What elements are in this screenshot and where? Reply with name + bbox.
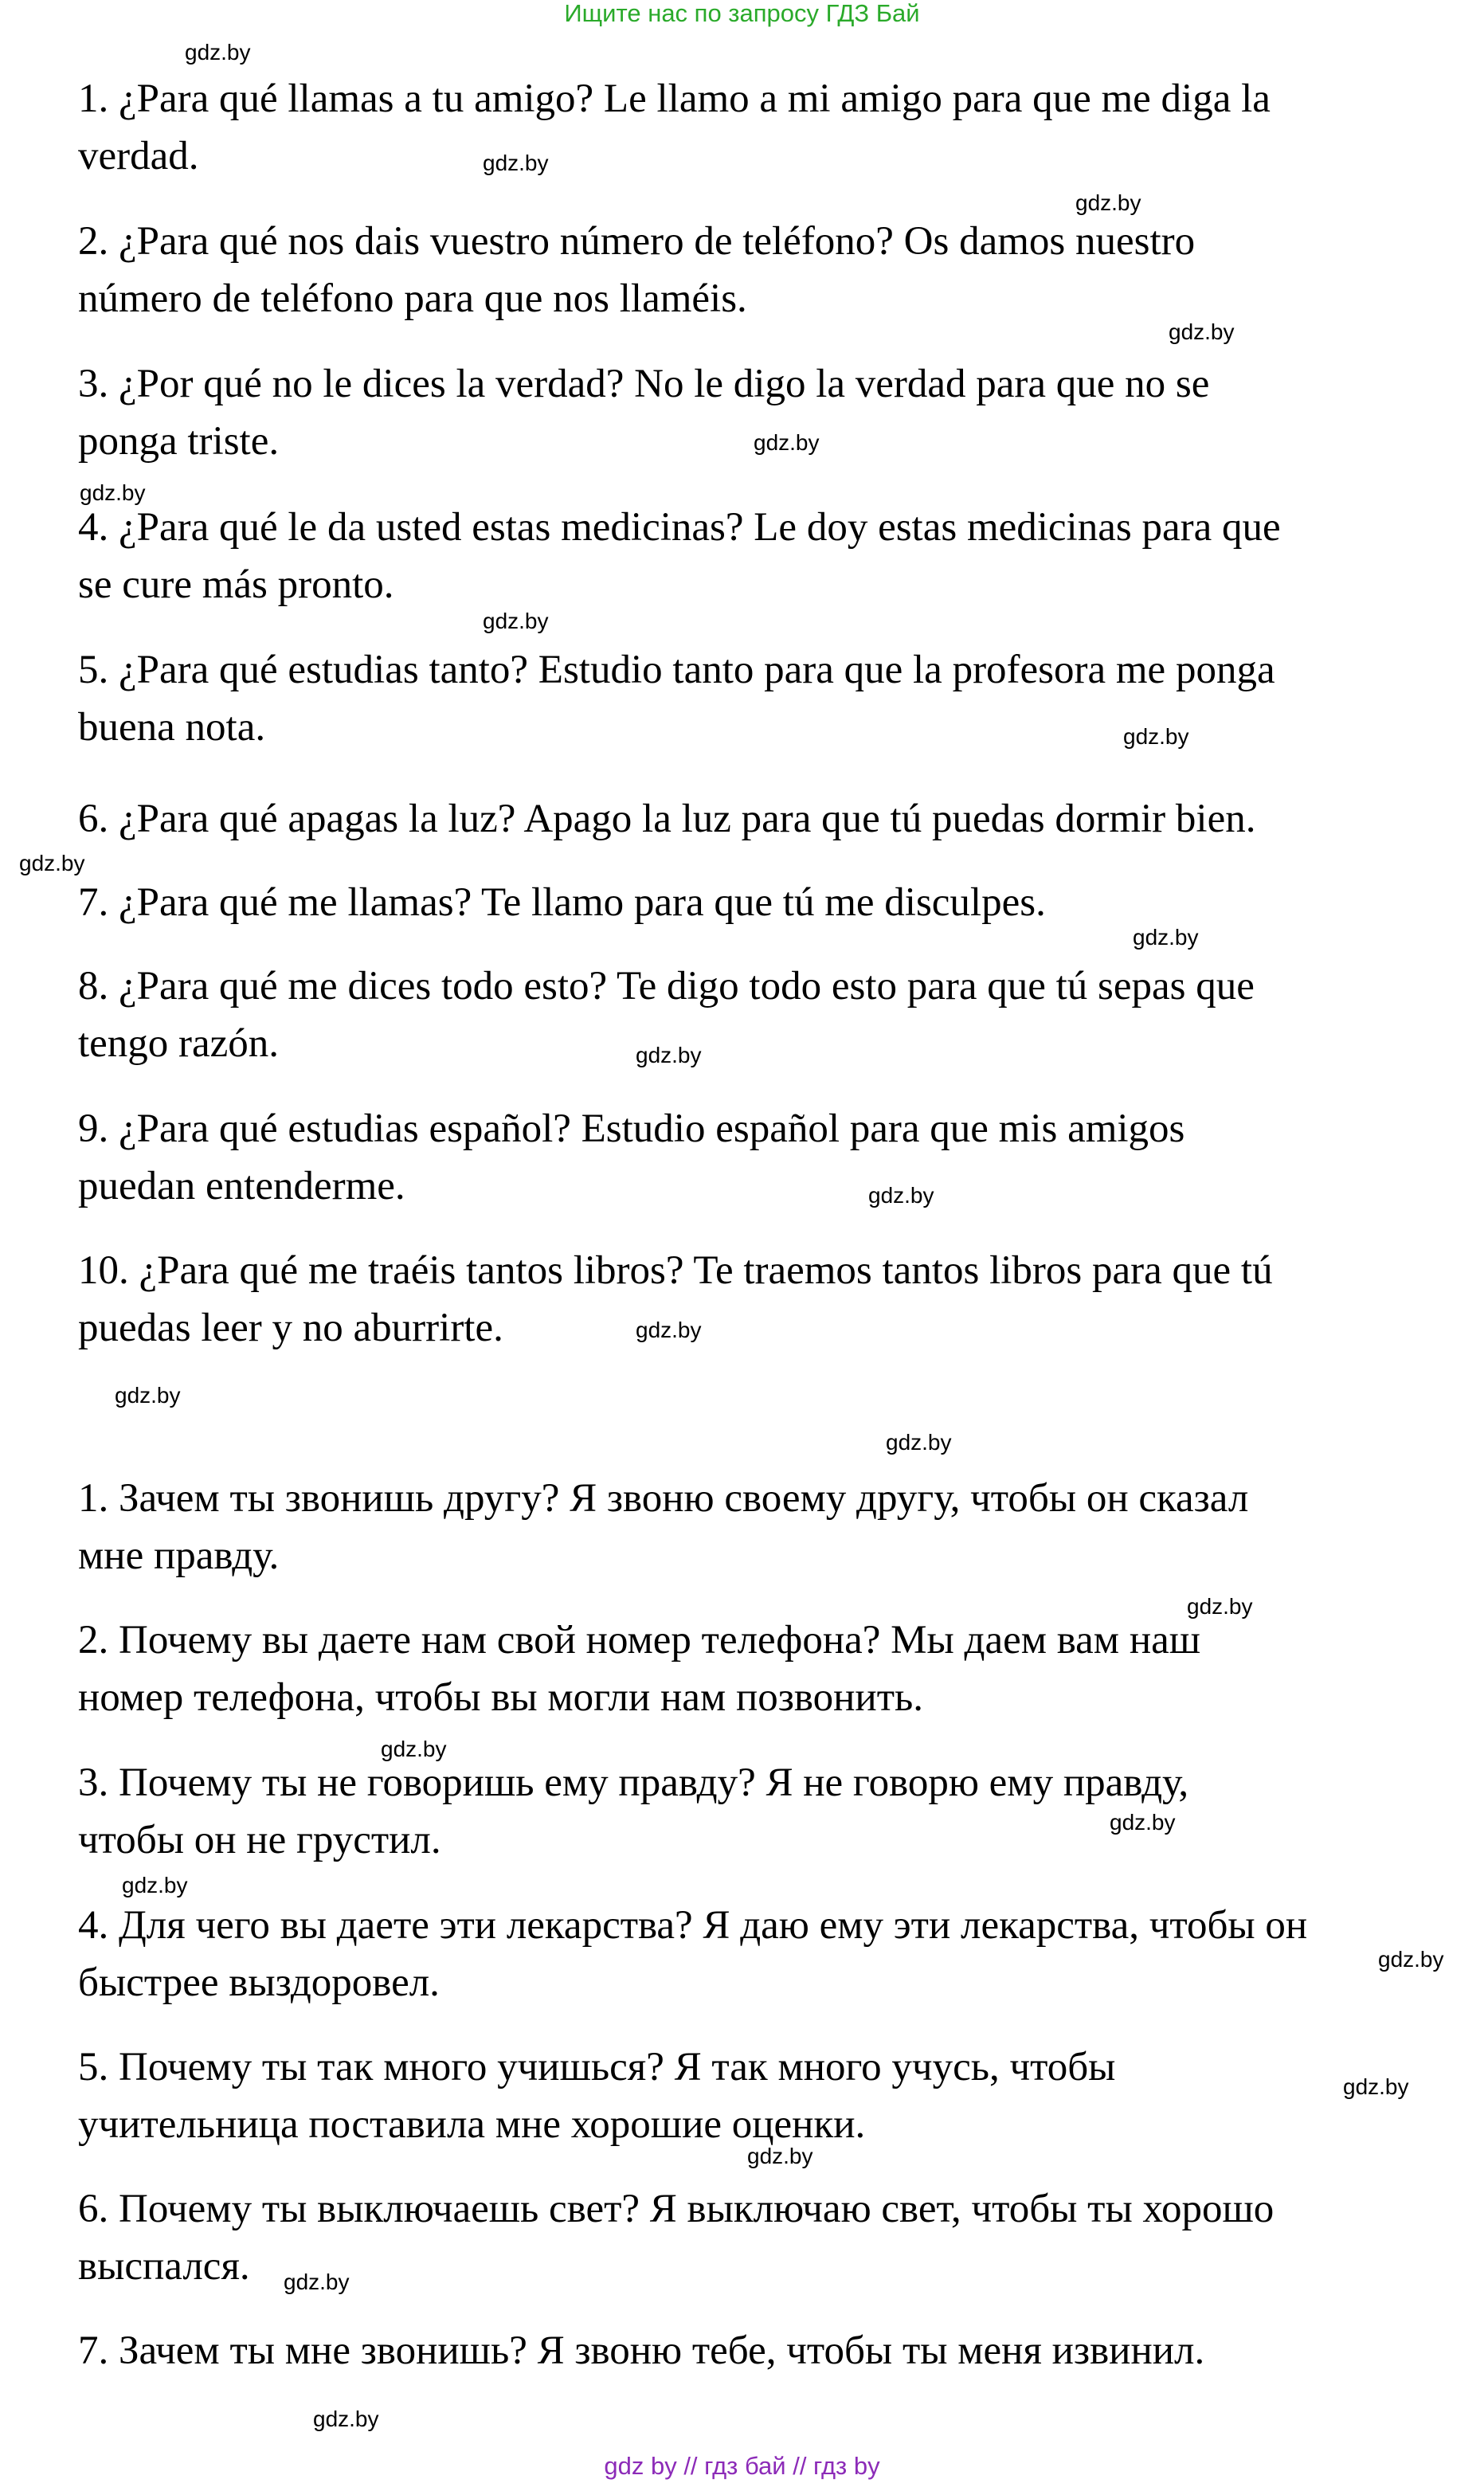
answer-line: 3. ¿Por qué no le dices la verdad? No le digo la verdad para que no se: [78, 362, 1210, 406]
answer-line: buena nota.: [78, 705, 266, 750]
translation-line: 7. Зачем ты мне звонишь? Я звоню тебе, чтобы ты меня извинил.: [78, 2328, 1205, 2373]
watermark: gdz.by: [868, 1183, 934, 1208]
answer-line: tengo razón.: [78, 1021, 280, 1066]
spanish-answer-6: [78, 790, 1456, 848]
answer-line: puedan entenderme.: [78, 1164, 405, 1208]
answer-line: 2. ¿Para qué nos dais vuestro número de teléfono? Os damos nuestro: [78, 219, 1196, 264]
spanish-answer-5: [78, 641, 1456, 756]
answer-line: puedas leer y no aburrirte.: [78, 1306, 503, 1350]
answer-line: 4. ¿Para qué le da usted estas medicinas? Le doy estas medicinas para que: [78, 505, 1281, 550]
russian-translation-5: [78, 2038, 1456, 2153]
answer-line: se cure más pronto.: [78, 562, 394, 607]
answer-line: 1. ¿Para qué llamas a tu amigo? Le llamo a mi amigo para que me diga la: [78, 76, 1271, 121]
answer-line: 10. ¿Para qué me traéis tantos libros? Te traemos tantos libros para que tú: [78, 1248, 1273, 1293]
spanish-answer-9: [78, 1100, 1456, 1215]
translation-line: чтобы он не грустил.: [78, 1818, 441, 1862]
russian-translation-1: [78, 1470, 1456, 1584]
spanish-answer-8: [78, 958, 1456, 1072]
translation-line: 2. Почему вы даете нам свой номер телефона? Мы даем вам наш: [78, 1618, 1201, 1663]
watermark: gdz.by: [313, 2407, 379, 2431]
answer-line: 5. ¿Para qué estudias tanto? Estudio tanto para que la profesora me ponga: [78, 648, 1275, 692]
russian-translation-7: [78, 2322, 1456, 2379]
spanish-answer-10: [78, 1242, 1456, 1357]
translation-line: учительница поставила мне хорошие оценки.: [78, 2102, 866, 2147]
translation-line: 5. Почему ты так много учишься? Я так много учусь, чтобы: [78, 2045, 1116, 2089]
watermark: gdz.by: [636, 1043, 702, 1067]
translation-line: мне правду.: [78, 1533, 280, 1578]
spanish-answer-1: [78, 70, 1456, 185]
watermark: gdz.by: [636, 1318, 702, 1342]
answer-line: 9. ¿Para qué estudias español? Estudio español para que mis amigos: [78, 1106, 1185, 1151]
watermark: gdz.by: [80, 480, 146, 505]
russian-translation-4: [78, 1897, 1456, 2011]
watermark: gdz.by: [747, 2144, 813, 2168]
answer-line: ponga triste.: [78, 419, 280, 464]
footer-links: gdz by // гдз бай // гдз by: [604, 2452, 880, 2480]
translation-line: 3. Почему ты не говоришь ему правду? Я не говорю ему правду,: [78, 1760, 1189, 1805]
watermark: gdz.by: [1343, 2074, 1409, 2099]
russian-translation-2: [78, 1612, 1456, 1726]
search-hint-header: Ищите нас по запросу ГДЗ Бай: [564, 0, 920, 27]
watermark: gdz.by: [886, 1430, 952, 1455]
watermark: gdz.by: [1187, 1594, 1253, 1619]
spanish-answer-7: [78, 874, 1456, 931]
watermark: gdz.by: [381, 1737, 447, 1761]
watermark: gdz.by: [1123, 724, 1189, 749]
answer-line: 6. ¿Para qué apagas la luz? Apago la luz para que tú puedas dormir bien.: [78, 797, 1256, 841]
watermark: gdz.by: [483, 151, 549, 175]
watermark: gdz.by: [1110, 1810, 1176, 1835]
watermark: gdz.by: [185, 40, 251, 65]
russian-translation-3: [78, 1754, 1456, 1869]
watermark: gdz.by: [1378, 1947, 1444, 1972]
watermark: gdz.by: [284, 2270, 350, 2294]
translation-line: 1. Зачем ты звонишь другу? Я звоню своему другу, чтобы он сказал: [78, 1476, 1249, 1521]
translation-line: 6. Почему ты выключаешь свет? Я выключаю свет, чтобы ты хорошо: [78, 2187, 1275, 2231]
watermark: gdz.by: [483, 609, 549, 633]
watermark: gdz.by: [115, 1383, 181, 1408]
answer-line: verdad.: [78, 134, 199, 178]
watermark: gdz.by: [19, 851, 85, 875]
translation-line: 4. Для чего вы даете эти лекарства? Я даю ему эти лекарства, чтобы он: [78, 1903, 1308, 1948]
watermark: gdz.by: [122, 1873, 188, 1897]
translation-line: номер телефона, чтобы вы могли нам позвонить.: [78, 1675, 924, 1720]
watermark: gdz.by: [1133, 925, 1199, 950]
answer-line: 8. ¿Para qué me dices todo esto? Te digo todo esto para que tú sepas que: [78, 964, 1255, 1008]
translation-line: быстрее выздоровел.: [78, 1960, 440, 2005]
translation-line: выспался.: [78, 2244, 250, 2289]
answer-line: 7. ¿Para qué me llamas? Te llamo para que tú me disculpes.: [78, 880, 1046, 925]
spanish-answer-2: [78, 213, 1456, 327]
spanish-answer-4: [78, 499, 1456, 613]
watermark: gdz.by: [1075, 190, 1141, 215]
watermark: gdz.by: [754, 430, 820, 455]
watermark: gdz.by: [1169, 319, 1235, 344]
answer-line: número de teléfono para que nos llaméis.: [78, 276, 747, 321]
